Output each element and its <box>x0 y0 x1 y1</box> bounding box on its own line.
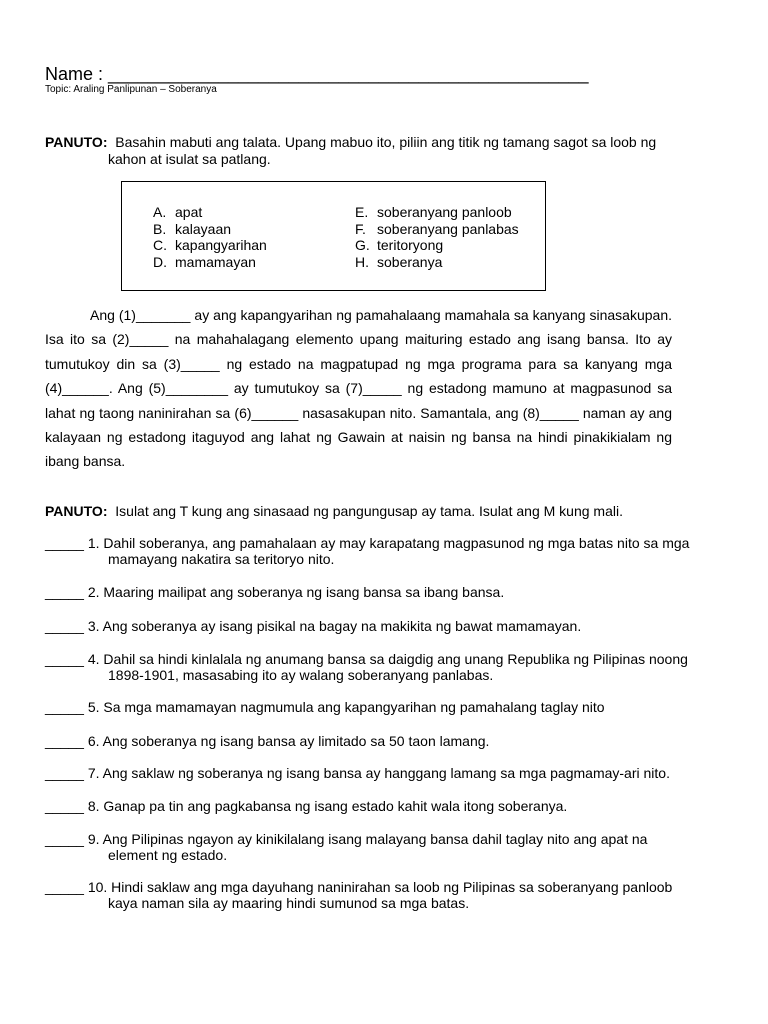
fill-in-paragraph: Ang (1)_______ ay ang kapangyarihan ng pamahalaang mamahala sa kanyang sinasakupan. Isa ito sa (2)_____ na mahahalagang elemento upang maituring estado ang isang bansa. Ito ay tumutukoy din sa (3)_____ ng estado na magpatupad ng mga programa para sa kanyang mga (4)______. Ang (5)________ ay tumutukoy sa (7)_____ ng estadong mamuno at magpasunod sa lahat ng taong naninirahan sa (6)______ nasasakupan nito. Samantala, ang (8)_____ naman ay ang kalayaan ng estadong itaguyod ang lahat ng Gawain at naisin ng bansa na hindi pinakikialam ng ibang bansa. <box>45 307 672 470</box>
list-item: _____ 6. Ang soberanya ng isang bansa ay limitado sa 50 taon lamang. <box>45 733 490 749</box>
choices-left-column <box>153 204 267 270</box>
list-item: _____ 8. Ganap pa tin ang pagkabansa ng isang estado kahit wala itong soberanya. <box>45 798 568 814</box>
name-field-label: Name : ________________________________________________ <box>45 64 589 84</box>
choice-h: H. soberanya <box>355 253 443 270</box>
choice-g: G. teritoryong <box>355 237 444 253</box>
choice-e: E. soberanyang panloob <box>355 204 512 220</box>
instructions-2-label: PANUTO: <box>45 503 108 519</box>
list-item: _____ 3. Ang soberanya ay isang pisikal na bagay na makikita ng bawat mamamayan. <box>45 618 582 634</box>
instructions-1-text-line1: Basahin mabuti ang talata. Upang mabuo ito, piliin ang titik ng tamang sagot sa loob ng <box>115 134 657 150</box>
choice-d: D. mamamayan <box>153 253 256 270</box>
choice-b: B. kalayaan <box>153 220 232 237</box>
choice-a: A. apat <box>153 204 203 220</box>
instructions-2 <box>45 503 623 520</box>
choice-f: F. soberanyang panlabas <box>355 220 519 237</box>
list-item: _____ 9. Ang Pilipinas ngayon ay kinikilalang isang malayang bansa dahil taglay nito ang apat na element ng estado. <box>45 831 648 863</box>
list-item: _____ 10. Hindi saklaw ang mga dayuhang naninirahan sa loob ng Pilipinas sa soberanyang panloob kaya naman sila ay maaring hindi sumunod sa mga batas. <box>45 879 673 911</box>
list-item: _____ 7. Ang saklaw ng soberanya ng isang bansa ay hanggang lamang sa mga pagmamay-ari nito. <box>45 765 670 781</box>
topic-line: Topic: Araling Panlipunan – Soberanya <box>45 84 217 95</box>
instructions-1-text-line2: kahon at isulat sa patlang. <box>108 151 271 167</box>
choices-right-column <box>355 204 519 270</box>
list-item: _____ 4. Dahil sa hindi kinlalala ng anumang bansa sa daigdig ang unang Republika ng Pilipinas noong 1898-1901, masasabing ito ay walang soberanyang panlabas. <box>45 651 688 683</box>
instructions-1-label: PANUTO: <box>45 134 108 150</box>
choices-box <box>121 181 546 291</box>
instructions-1 <box>45 134 705 168</box>
choice-c: C. kapangyarihan <box>153 237 267 253</box>
list-item: _____ 1. Dahil soberanya, ang pamahalaan ay may karapatang magpasunod ng mga batas nito sa mga mamayang nakatira sa teritoryo nito. <box>45 535 690 567</box>
instructions-2-text: Isulat ang T kung ang sinasaad ng pangungusap ay tama. Isulat ang M kung mali. <box>115 503 623 519</box>
list-item: _____ 2. Maaring mailipat ang soberanya ng isang bansa sa ibang bansa. <box>45 584 505 600</box>
list-item: _____ 5. Sa mga mamamayan nagmumula ang kapangyarihan ng pamahalang taglay nito <box>45 699 605 715</box>
